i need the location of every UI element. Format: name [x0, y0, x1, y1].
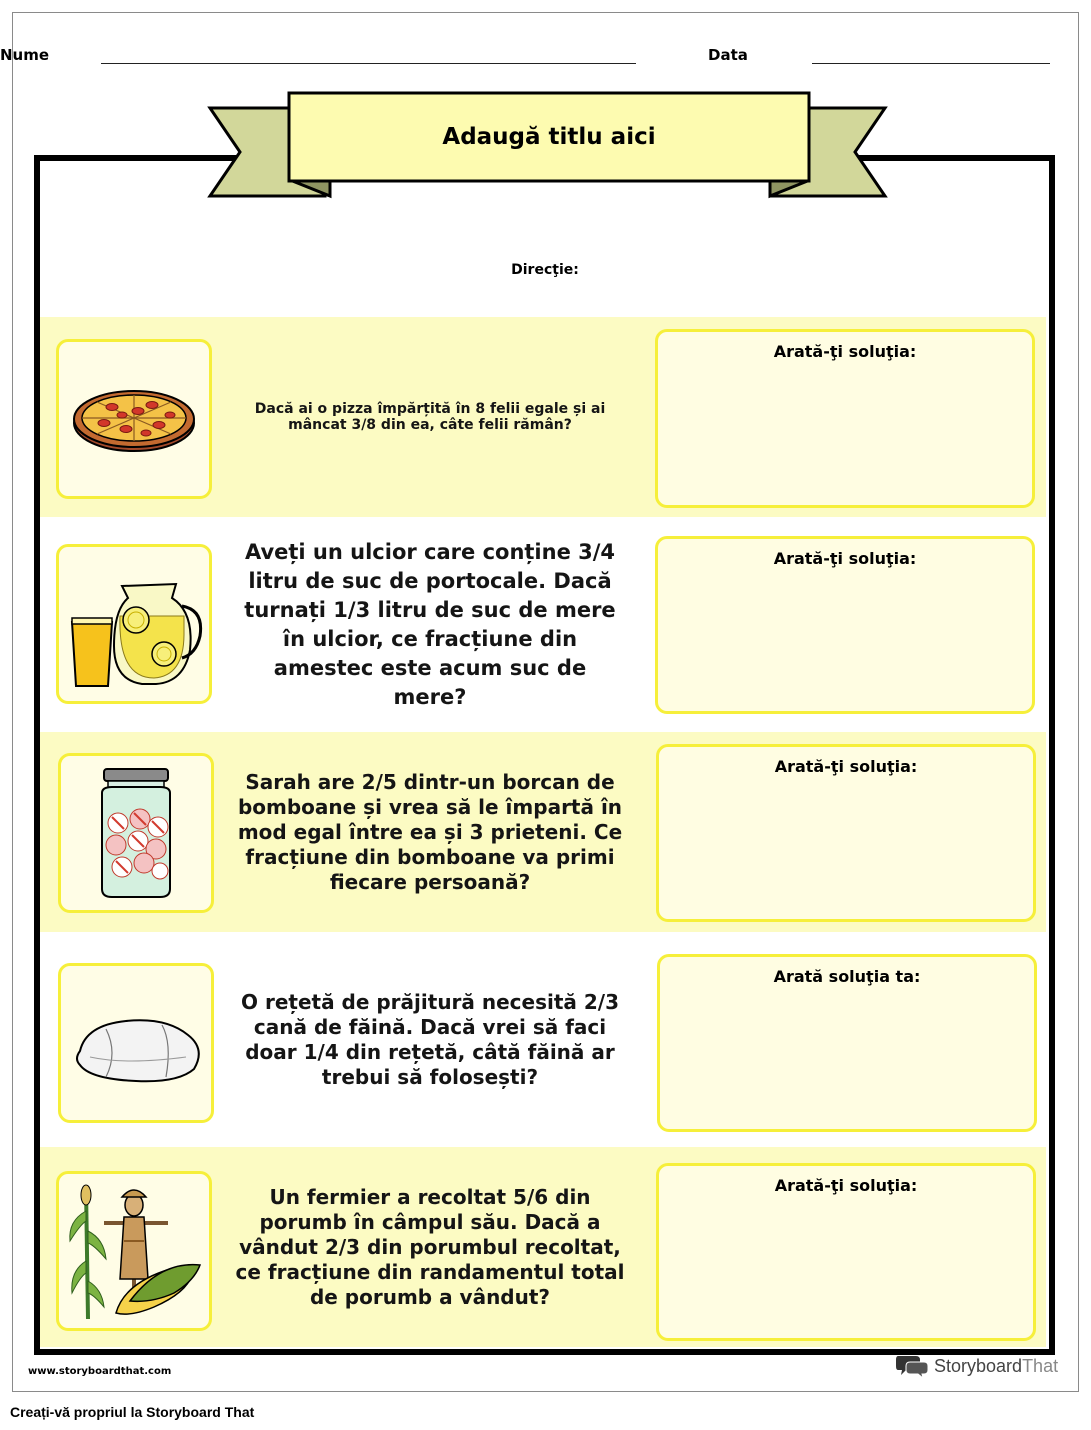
problem-image-3 — [58, 753, 214, 913]
problem-question-3: Sarah are 2/5 dintr-un borcan de bomboane și vrea să le împartă în mod egal între ea și 3 prieteni. Ce fracțiune din bomboane va primi fiecare persoană? — [237, 769, 623, 894]
brand-story: Storyboard — [934, 1355, 1023, 1376]
name-label: Nume — [0, 46, 50, 64]
flour-sack-icon — [66, 973, 206, 1113]
footer-url[interactable]: www.storyboardthat.com — [28, 1366, 172, 1377]
date-field-line[interactable] — [812, 63, 1050, 64]
problem-image-5 — [56, 1171, 212, 1331]
worksheet-title[interactable]: Adaugă titlu aici — [442, 124, 656, 150]
problem-row-4 — [40, 932, 1046, 1147]
answer-box-1[interactable] — [655, 329, 1035, 508]
answer-label-4: Arată soluţia ta: — [773, 967, 921, 986]
pizza-icon — [64, 349, 204, 489]
answer-box-5[interactable] — [656, 1163, 1036, 1341]
directions-label: Direcţie: — [511, 262, 579, 278]
answer-label-1: Arată-ţi soluţia: — [773, 342, 917, 361]
problem-row-5 — [40, 1147, 1046, 1347]
scarecrow-corn-icon — [64, 1181, 204, 1321]
problem-question-1: Dacă ai o pizza împărțită în 8 felii egale și ai mâncat 3/8 din ea, câte felii rămân? — [254, 401, 606, 433]
candy-jar-icon — [66, 763, 206, 903]
date-label: Data — [708, 46, 748, 64]
problem-image-4 — [58, 963, 214, 1123]
name-field-line[interactable] — [101, 63, 636, 64]
answer-box-2[interactable] — [655, 536, 1035, 714]
problem-row-1 — [40, 317, 1046, 517]
speech-bubbles-icon — [896, 1354, 928, 1378]
answer-label-3: Arată-ţi soluţia: — [774, 757, 918, 776]
problem-question-2: Aveți un ulcior care conține 3/4 litru de suc de portocale. Dacă turnați 1/3 litru de suc de mere în ulcior, ce fracțiune din amestec este acum suc de mere? — [244, 539, 616, 709]
problem-row-3 — [40, 732, 1046, 932]
storyboardthat-logo[interactable] — [896, 1353, 1058, 1379]
answer-label-5: Arată-ţi soluţia: — [774, 1176, 918, 1195]
problem-question-4: O rețetă de prăjitură necesită 2/3 cană de făină. Dacă vrei să faci doar 1/4 din rețetă, câtă făină ar trebui să folosești? — [240, 989, 620, 1089]
brand-that: That — [1022, 1355, 1059, 1376]
problem-image-2 — [56, 544, 212, 704]
create-your-own-caption[interactable]: Creați-vă propriul la Storyboard That — [10, 1404, 255, 1420]
problem-image-1 — [56, 339, 212, 499]
problem-question-5: Un fermier a recoltat 5/6 din porumb în câmpul său. Dacă a vândut 2/3 din porumbul recoltat, ce fracțiune din randamentul total de porumb a vândut? — [235, 1184, 625, 1309]
answer-box-4[interactable] — [657, 954, 1037, 1132]
answer-box-3[interactable] — [656, 744, 1036, 922]
problem-row-2 — [40, 517, 1046, 732]
answer-label-2: Arată-ţi soluţia: — [773, 549, 917, 568]
lemonade-pitcher-icon — [64, 554, 204, 694]
